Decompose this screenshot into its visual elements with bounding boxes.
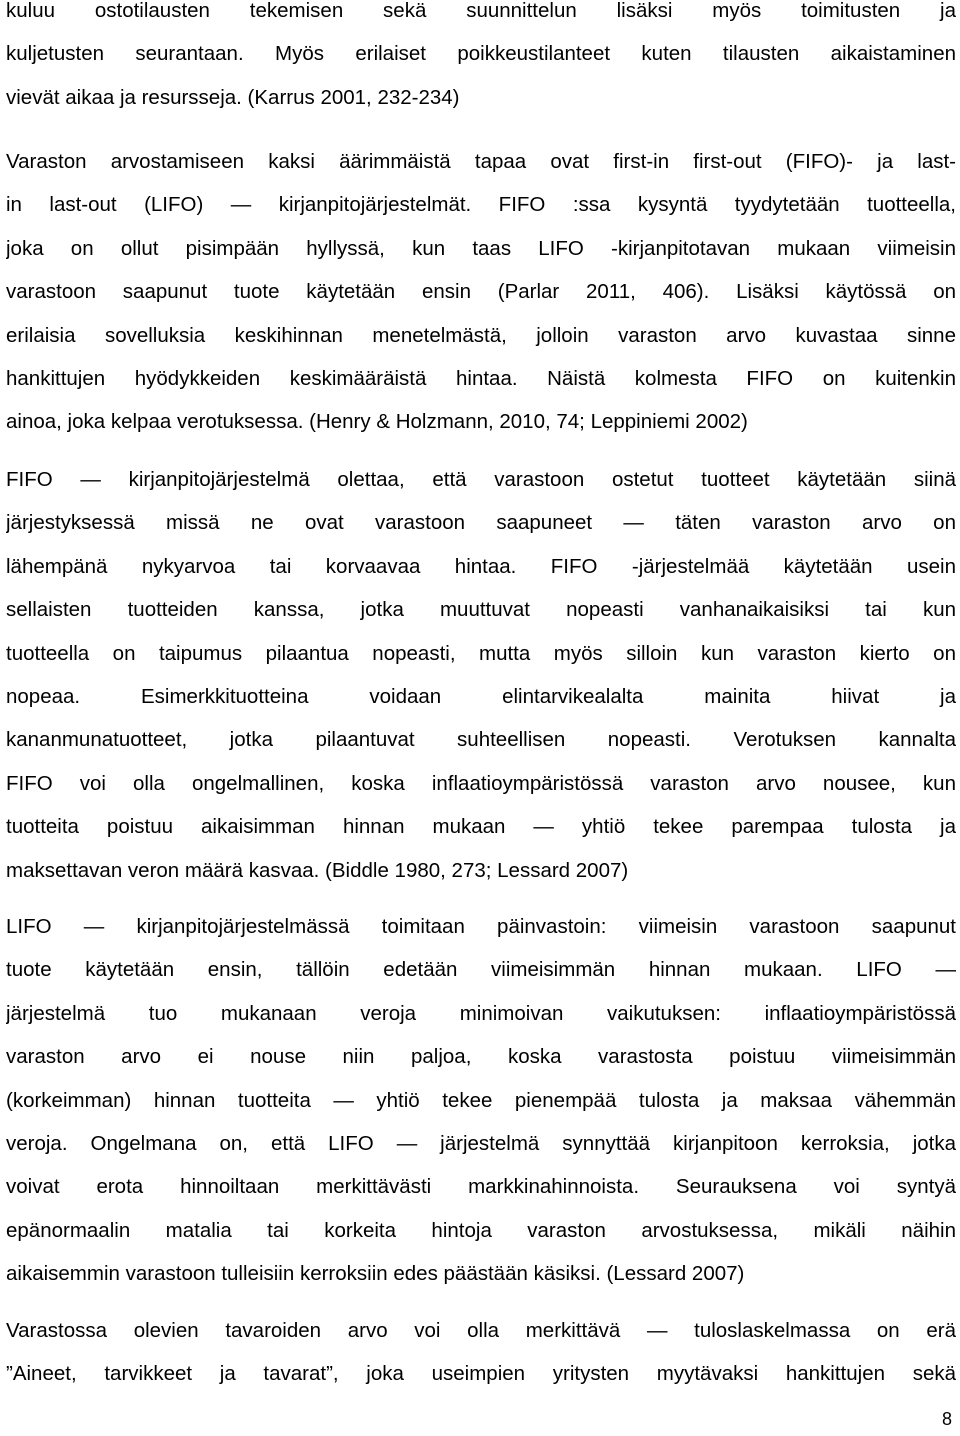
- text-line: järjestelmä tuo mukanaan veroja minimoivan vaikutuksen: inflaatioympäristössä: [6, 1001, 956, 1025]
- text-line: ”Aineet, tarvikkeet ja tavarat”, joka useimpien yritysten myytävaksi hankittujen sekä: [6, 1362, 956, 1386]
- text-line: kananmunatuotteet, jotka pilaantuvat suhteellisen nopeasti. Verotuksen kannalta: [6, 728, 956, 752]
- paragraph-4: [6, 905, 956, 1296]
- text-line: vievät aikaa ja resursseja. (Karrus 2001, 232-234): [6, 85, 460, 109]
- text-line: Varastossa olevien tavaroiden arvo voi olla merkittävä — tuloslaskelmassa on erä: [6, 1319, 956, 1342]
- paragraph-5: [6, 1309, 956, 1396]
- text-line: tuote käytetään ensin, tällöin edetään viimeisimmän hinnan mukaan. LIFO —: [6, 958, 956, 982]
- page-number: 8: [941, 1409, 952, 1429]
- text-line: ainoa, joka kelpaa verotuksessa. (Henry & Holzmann, 2010, 74; Leppiniemi 2002): [6, 410, 748, 434]
- text-line: lähempänä nykyarvoa tai korvaavaa hintaa. FIFO -järjestelmää käytetään usein: [6, 554, 956, 578]
- paragraph-1: [6, 0, 956, 119]
- text-line: (korkeimman) hinnan tuotteita — yhtiö tekee pienempää tulosta ja maksaa vähemmän: [6, 1088, 956, 1112]
- text-line: FIFO voi olla ongelmallinen, koska inflaatioympäristössä varaston arvo nousee, kun: [6, 771, 956, 795]
- text-line: kuljetusten seurantaan. Myös erilaiset poikkeustilanteet kuten tilausten aikaistaminen: [6, 42, 956, 66]
- paragraph-3: [6, 458, 956, 892]
- text-line: epänormaalin matalia tai korkeita hintoja varaston arvostuksessa, mikäli näihin: [6, 1218, 956, 1242]
- text-line: järjestyksessä missä ne ovat varastoon saapuneet — täten varaston arvo on: [6, 511, 956, 535]
- text-line: varaston arvo ei nouse niin paljoa, koska varastosta poistuu viimeisimmän: [6, 1045, 956, 1069]
- paragraph-2: [6, 140, 956, 444]
- text-line: tuotteita poistuu aikaisimman hinnan mukaan — yhtiö tekee parempaa tulosta ja: [6, 815, 956, 839]
- text-line: voivat erota hinnoiltaan merkittävästi markkinahinnoista. Seurauksena voi syntyä: [6, 1175, 956, 1199]
- text-line: joka on ollut pisimpään hyllyssä, kun taas LIFO -kirjanpitotavan mukaan viimeisin: [6, 236, 956, 260]
- text-line: sellaisten tuotteiden kanssa, jotka muuttuvat nopeasti vanhanaikaisiksi tai kun: [6, 598, 956, 622]
- text-line: LIFO — kirjanpitojärjestelmässä toimitaan päinvastoin: viimeisin varastoon saapunut: [6, 915, 956, 938]
- text-line: kuluu ostotilausten tekemisen sekä suunnittelun lisäksi myös toimitusten ja: [6, 0, 956, 22]
- text-line: hankittujen hyödykkeiden keskimääräistä hintaa. Näistä kolmesta FIFO on kuitenkin: [6, 366, 956, 390]
- text-line: aikaisemmin varastoon tulleisiin kerroksiin edes päästään käsiksi. (Lessard 2007): [6, 1262, 745, 1286]
- text-line: in last-out (LIFO) — kirjanpitojärjestelmät. FIFO :ssa kysyntä tyydytetään tuotteella,: [6, 193, 956, 217]
- text-line: veroja. Ongelmana on, että LIFO — järjestelmä synnyttää kirjanpitoon kerroksia, jotka: [6, 1131, 956, 1155]
- text-line: Varaston arvostamiseen kaksi äärimmäistä tapaa ovat first-in first-out (FIFO)- ja last-: [6, 150, 956, 173]
- text-line: FIFO — kirjanpitojärjestelmä olettaa, että varastoon ostetut tuotteet käytetään siinä: [6, 468, 956, 491]
- text-line: varastoon saapunut tuote käytetään ensin (Parlar 2011, 406). Lisäksi käytössä on: [6, 280, 956, 304]
- text-line: erilaisia sovelluksia keskihinnan menetelmästä, jolloin varaston arvo kuvastaa sinne: [6, 323, 956, 347]
- text-line: nopeaa. Esimerkkituotteina voidaan elintarvikealalta mainita hiivat ja: [6, 684, 956, 708]
- text-line: tuotteella on taipumus pilaantua nopeasti, mutta myös silloin kun varaston kierto on: [6, 641, 956, 665]
- text-line: maksettavan veron määrä kasvaa. (Biddle 1980, 273; Lessard 2007): [6, 858, 629, 882]
